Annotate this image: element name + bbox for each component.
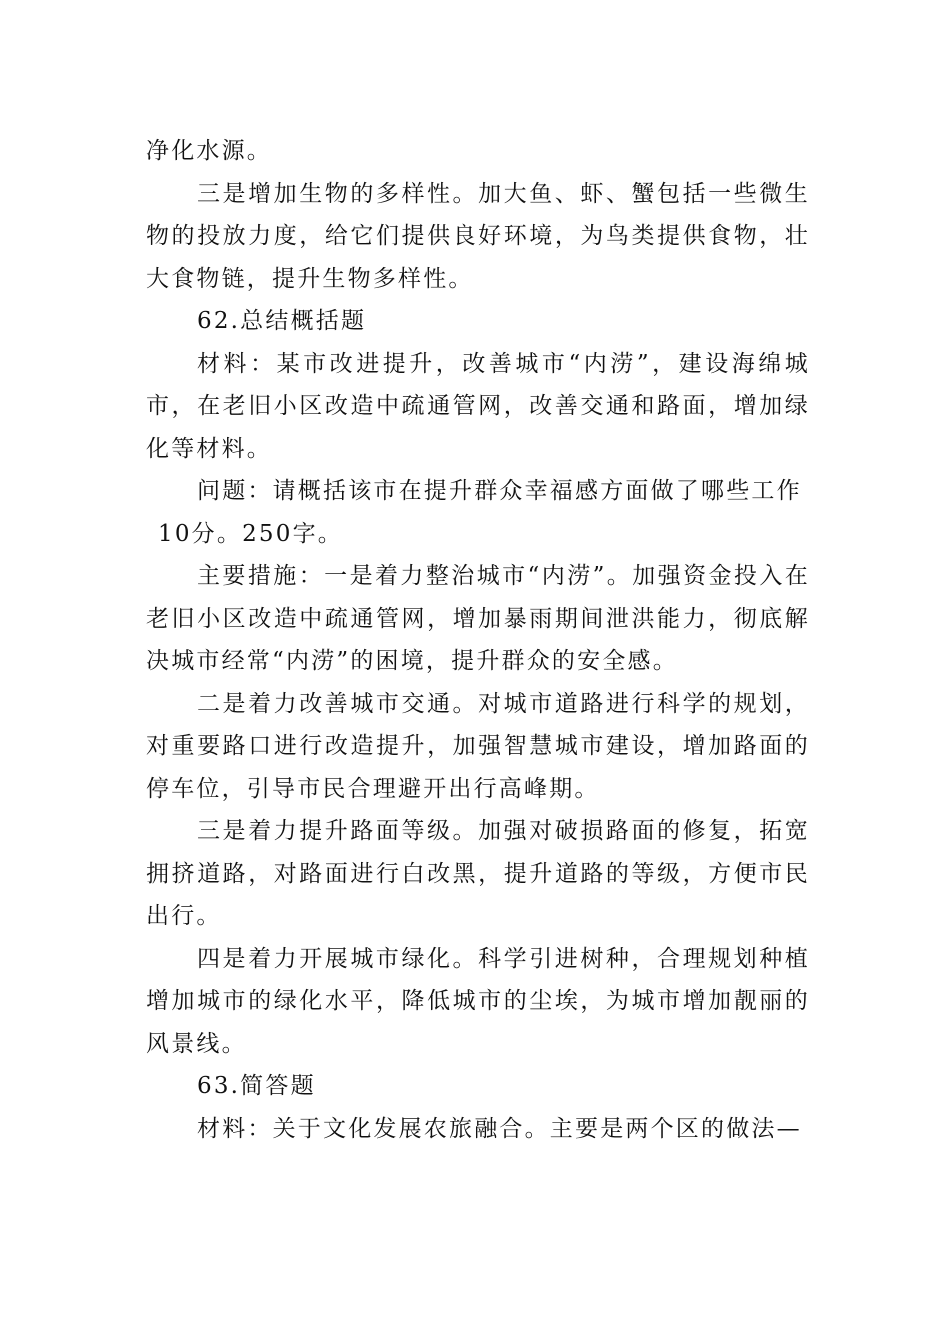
answer-measure-3: 三是着力提升路面等级。加强对破损路面的修复，拓宽拥挤道路，对路面进行白改黑，提升道路的等级，方便市民出行。 xyxy=(146,818,810,929)
answer-measure-1: 主要措施：一是着力整治城市“内涝”。加强资金投入在老旧小区改造中疏通管网，增加暴雨期间泄洪能力，彻底解决城市经常“内涝”的困境，提升群众的安全感。 xyxy=(146,563,810,674)
answer-measure-2: 二是着力改善城市交通。对城市道路进行科学的规划，对重要路口进行改造提升，加强智慧城市建设，增加路面的停车位，引导市民合理避开出行高峰期。 xyxy=(146,690,810,802)
answer-measure-4: 四是着力开展城市绿化。科学引进树种，合理规划种植增加城市的绿化水平，降低城市的尘埃，为城市增加靓丽的风景线。 xyxy=(146,945,810,1057)
paragraph-continuation: 净化水源。 xyxy=(146,138,272,164)
question-heading-63: 63.简答题 xyxy=(197,1073,316,1099)
question-62-requirement: 10分。250字。 xyxy=(158,520,343,547)
question-63-material: 材料：关于文化发展农旅融合。主要是两个区的做法— xyxy=(197,1115,802,1142)
document-body xyxy=(146,130,810,1150)
question-heading-62: 62.总结概括题 xyxy=(197,308,367,334)
question-62-material: 材料：某市改进提升，改善城市“内涝”，建设海绵城市，在老旧小区改造中疏通管网，改善交通和路面，增加绿化等材料。 xyxy=(146,350,810,462)
paragraph-biodiversity: 三是增加生物的多样性。加大鱼、虾、蟹包括一些微生物的投放力度，给它们提供良好环境，为鸟类提供食物，壮大食物链，提升生物多样性。 xyxy=(146,180,810,292)
question-62-prompt: 问题：请概括该市在提升群众幸福感方面做了哪些工作 xyxy=(197,478,802,504)
